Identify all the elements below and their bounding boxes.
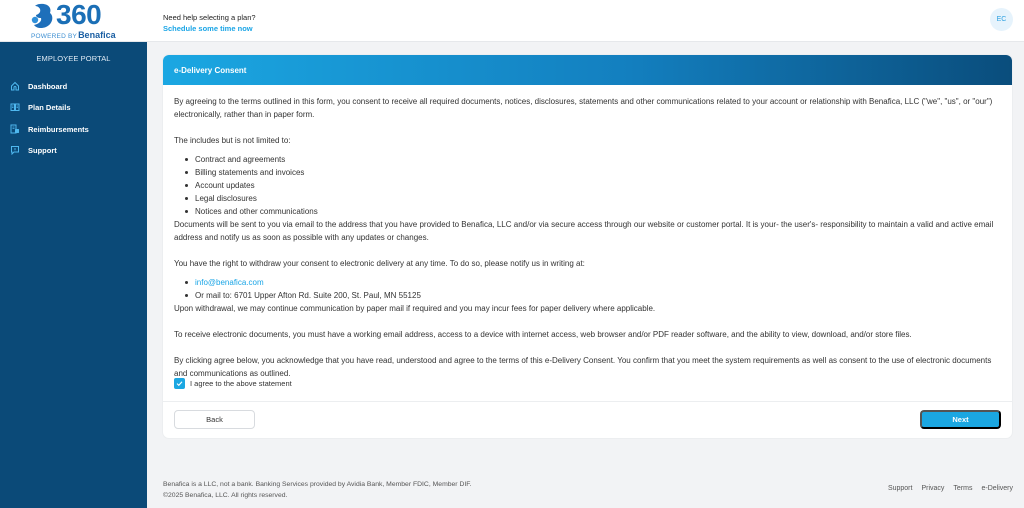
agree-label[interactable]: I agree to the above statement [190,379,292,388]
footer-disclaimer-text: Benafica is a LLC, not a bank. Banking Services provided by Avidia Bank, Member FDIC, Member DIF. [163,481,472,488]
help-question: Need help selecting a plan? [163,13,256,22]
agree-checkbox[interactable] [174,378,185,389]
logo-number: 360 [56,0,102,30]
contact-list [174,276,1001,302]
card-header [163,55,1012,85]
home-icon [10,81,20,91]
sidebar-title: EMPLOYEE PORTAL [36,54,111,63]
sidebar-item-dashboard[interactable] [10,79,67,93]
powered-by-text: POWERED BY [31,33,78,40]
list-item: Account updates [185,179,1001,192]
documents-paragraph: Documents will be sent to you via email to the address that you have provided to Benafica, LLC and/or via secure access through our website or customer portal. It is your- the user's- responsibility to maintain a valid and active email address and notify us as soon as possible with any updates or changes. [174,220,994,242]
card-title: e-Delivery Consent [174,65,247,75]
includes-list [174,153,1001,218]
consent-text [163,85,1012,380]
list-item: Notices and other communications [185,205,1001,218]
footer-links [888,485,1013,492]
footer-link-support[interactable]: Support [887,485,913,492]
footer-link-e-delivery[interactable]: e-Delivery [981,485,1013,492]
benafica-logo-mark-icon [30,2,54,30]
user-avatar[interactable]: EC [990,8,1013,31]
footer-disclaimer [163,480,472,501]
e-delivery-consent-card [163,55,1012,438]
top-bar [0,0,1024,42]
sidebar-item-plan-details[interactable] [10,100,71,114]
contact-email-item [185,276,1001,289]
sidebar-item-label: Reimbursements [28,124,89,134]
logo-powered-by [31,30,116,40]
back-button[interactable]: Back [174,410,255,429]
withdrawal-note: Upon withdrawal, we may continue communication by paper mail if required and you may incur fees for paper delivery where applicable. [174,304,656,313]
withdraw-paragraph: You have the right to withdraw your consent to electronic delivery at any time. To do so, please notify us in writing at: [174,259,585,268]
sidebar [0,42,147,508]
sidebar-item-support[interactable] [10,143,57,157]
receipt-icon [10,124,20,134]
list-item: Legal disclosures [185,192,1001,205]
footer-copyright: ©2025 Benafica, LLC. All rights reserved. [163,491,288,499]
book-icon [10,102,20,112]
sidebar-item-label: Plan Details [28,102,71,112]
agree-row [174,378,292,389]
sidebar-item-label: Dashboard [28,81,68,91]
schedule-link[interactable]: Schedule some time now [163,24,253,33]
brand-logo[interactable] [28,2,124,40]
footer-link-terms[interactable]: Terms [953,485,973,492]
footer-link-privacy[interactable]: Privacy [921,485,945,492]
includes-heading: The includes but is not limited to: [174,136,291,145]
email-link[interactable]: info@benafica.com [195,278,264,287]
intro-paragraph: By agreeing to the terms outlined in this form, you consent to receive all required documents, notices, disclosures, statements and other communications related to your account or relationship with Benafica, LLC ("we", "us", or "our") electronically, rather than in paper form. [174,97,993,119]
company-name: Benafica [78,30,116,40]
list-item: Billing statements and invoices [185,166,1001,179]
acknowledge-paragraph: By clicking agree below, you acknowledge that you have read, understood and agree to the terms of this e-Delivery Consent. You confirm that you meet the system requirements as well as consent to the use of electronic documents and communications as outlined. [174,356,992,378]
help-prompt [163,12,256,34]
card-divider [163,401,1012,402]
requirements-paragraph: To receive electronic documents, you must have a working email address, access to a device with internet access, web browser and/or PDF reader software, and the ability to view, download, and/or store files. [174,330,912,339]
sidebar-item-label: Support [28,145,57,155]
contact-mail-item: Or mail to: 6701 Upper Afton Rd. Suite 200, St. Paul, MN 55125 [185,289,1001,302]
checkmark-icon [176,380,183,387]
sidebar-item-reimbursements[interactable] [10,122,89,136]
next-button[interactable]: Next [920,410,1001,429]
list-item: Contract and agreements [185,153,1001,166]
chat-support-icon [10,145,20,155]
